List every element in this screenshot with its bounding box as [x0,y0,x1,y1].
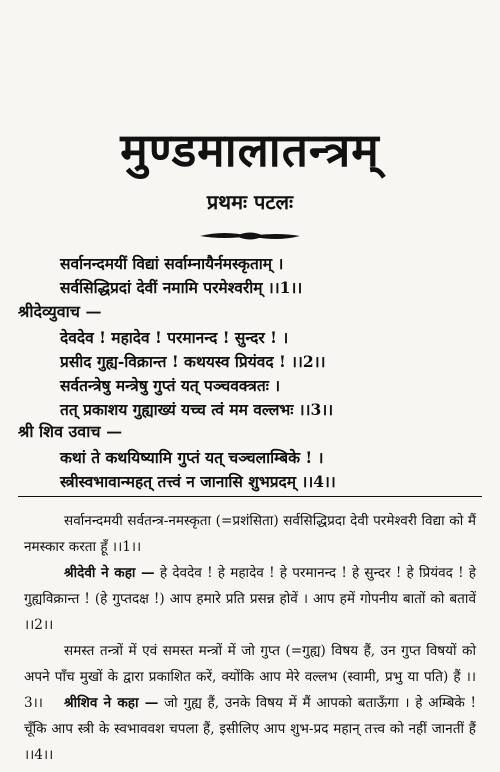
verse-line-7: कथां ते कथयिष्यामि गुप्तं यत् चञ्चलाम्बिके ! । [60,448,324,467]
ornament-icon [198,228,302,244]
speaker-label-devi: श्रीदेवी ने कहा — [64,565,155,581]
verse-line-6: तत् प्रकाशय गुह्याख्यं यच्च त्वं मम वल्लभः ।।3।। [60,400,334,419]
translation-paragraph-1: सर्वानन्दमयी सर्वतन्त्र-नमस्कृता (=प्रशंसिता) सर्वसिद्धिप्रदा देवी परमेश्वरी विद्या को मैं नमस्कार करता हूँ ।।1।। [24,513,476,555]
verse-line-1: सर्वानन्दमयीं विद्यां सर्वाम्नायैर्नमस्कृताम् । [60,254,284,273]
verse-line-4: प्रसीद गुह्य-विक्रान्त ! कथयस्व प्रियंवद ! ।।2।। [60,352,326,371]
page-title: मुण्डमालातन्त्रम् [120,123,380,177]
verse-line-3: देवदेव ! महादेव ! परमानन्द ! सुन्दर ! । [60,328,289,347]
translation-paragraph-2 [24,560,476,638]
verse-line-5: सर्वतन्त्रेषु मन्त्रेषु गुप्तं यत् पञ्चवक्त्रतः । [60,376,281,395]
translation-text-2: हे देवदेव ! हे महादेव ! हे परमानन्द ! हे सुन्दर ! हे प्रियंवद ! हे गुह्यविक्रान्त ! (हे गुप्तदक्ष !) आप हमारे प्रति प्रसन्न होवें । आप हमें गोपनीय बातों को बतावें ।।2।। [24,565,476,633]
section-divider [18,496,482,497]
verse-line-2: सर्वसिद्धिप्रदां देवीं नमामि परमेश्वरीम् ।।1।। [60,278,303,297]
speaker-label-shiva: श्रीशिव ने कहा — [64,695,159,711]
chapter-subtitle: प्रथमः पटलः [206,190,294,214]
translation-text-4: जो गुह्य हैं, उनके विषय में मैं आपको बताऊँगा । हे अम्बिके ! चूँकि आप स्त्री के स्वभाववश चपला हैं, इसीलिए आप शुभ-प्रद महान् तत्त्व को नहीं जानतीं हैं ।।4।। [24,695,477,763]
translation-paragraph-3: समस्त तन्त्रों में एवं समस्त मन्त्रों में जो गुप्त (=गुह्य) विषय हैं, उन गुप्त विषयों को अपने पाँच मुखों के द्वारा प्रकाशित करें, क्योंकि आप मेरे वल्लभ (स्वामी, प्रभु या पति) हैं ।।3।। [24,643,476,711]
translation-paragraph-4 [24,690,476,768]
speaker-devi: श्रीदेव्युवाच — [18,302,102,321]
speaker-shiva: श्री शिव उवाच — [18,422,123,441]
verse-line-8: स्त्रीस्वभावान्महत् तत्त्वं न जानासि शुभप्रदम् ।।4।। [60,472,336,491]
